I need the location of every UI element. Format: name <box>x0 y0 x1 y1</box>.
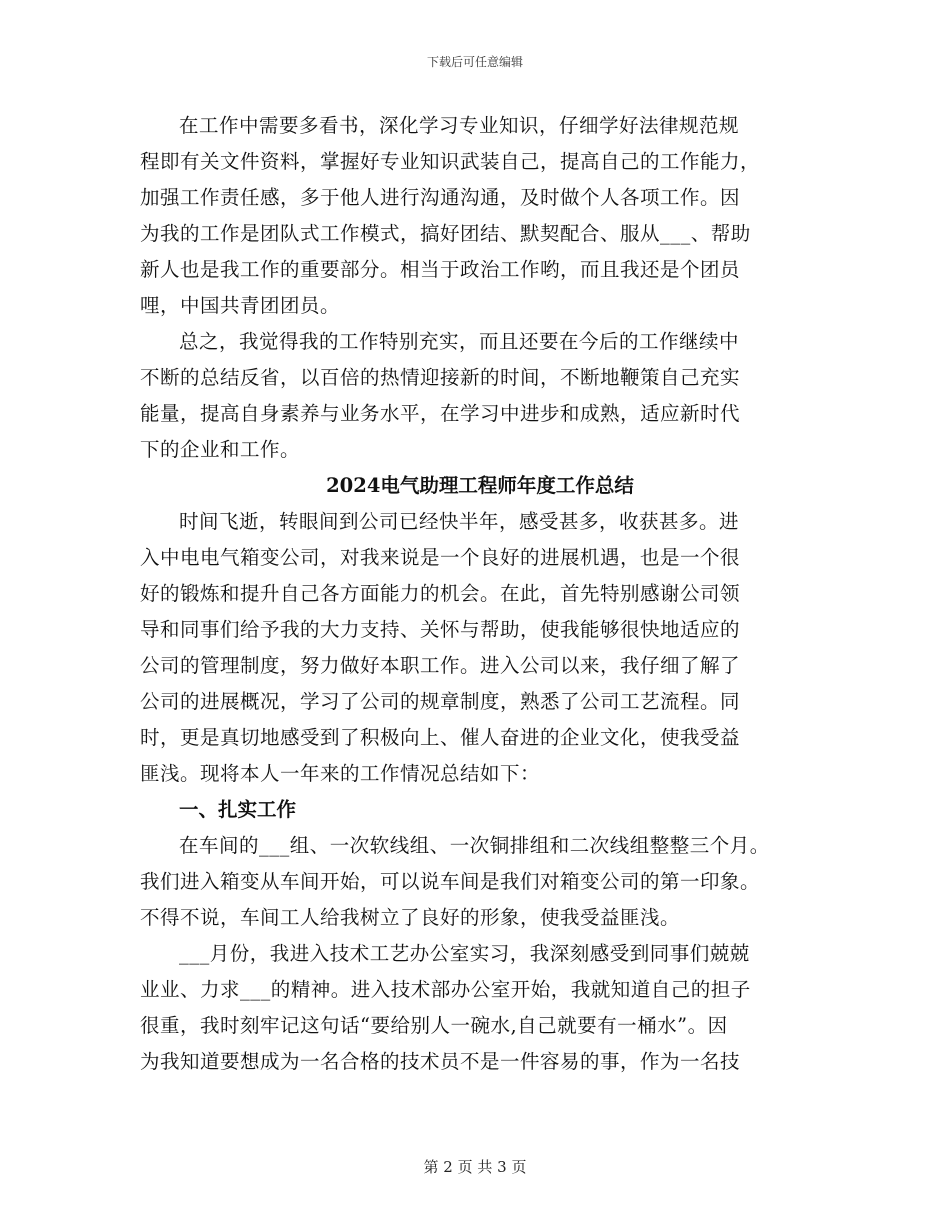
text-line: 导和同事们给予我的大力支持、关怀与帮助，使我能够很快地适应的 <box>140 618 741 641</box>
paragraph-intro <box>140 504 820 792</box>
text-line: 不得不说，车间工人给我树立了良好的形象，使我受益匪浅。 <box>140 906 681 929</box>
text-line: 下的企业和工作。 <box>140 438 301 461</box>
text-line: 为我的工作是团队式工作模式，搞好团结、默契配合、服从___、帮助 <box>140 222 751 245</box>
document-title: 2024电气助理工程师年度工作总结 <box>326 474 634 497</box>
text-line: 公司的进展概况，学习了公司的规章制度，熟悉了公司工艺流程。同 <box>140 690 741 713</box>
section-heading: 一、扎实工作 <box>179 798 297 821</box>
text-line: 加强工作责任感，多于他人进行沟通沟通，及时做个人各项工作。因 <box>140 186 741 209</box>
text-line: 匪浅。现将本人一年来的工作情况总结如下： <box>140 762 541 785</box>
text-line: 很重，我时刻牢记这句话“要给别人一碗水,自己就要有一桶水”。因 <box>140 1014 728 1037</box>
text-line: 时间飞逝，转眼间到公司已经快半年，感受甚多，收获甚多。进 <box>179 510 740 533</box>
text-line: 程即有关文件资料，掌握好专业知识武装自己，提高自己的工作能力， <box>140 150 761 173</box>
text-line: 总之，我觉得我的工作特别充实，而且还要在今后的工作继续中 <box>179 330 740 353</box>
text-line: 哩，中国共青团团员。 <box>140 294 341 317</box>
paragraph-work-study <box>140 108 820 324</box>
page-number: 第 2 页 共 3 页 <box>423 1158 527 1176</box>
text-line: 公司的管理制度，努力做好本职工作。进入公司以来，我仔细了解了 <box>140 654 741 677</box>
text-line: 能量，提高自身素养与业务水平，在学习中进步和成熟，适应新时代 <box>140 402 741 425</box>
text-line: 不断的总结反省，以百倍的热情迎接新的时间，不断地鞭策自己充实 <box>140 366 741 389</box>
text-line: 在车间的___组、一次软线组、一次铜排组和二次线组整整三个月。 <box>179 834 770 857</box>
text-line: 在工作中需要多看书，深化学习专业知识，仔细学好法律规范规 <box>179 114 740 137</box>
paragraph-workshop <box>140 828 820 936</box>
text-line: 入中电电气箱变公司，对我来说是一个良好的进展机遇，也是一个很 <box>140 546 741 569</box>
text-line: 业业、力求___的精神。进入技术部办公室开始，我就知道自己的担子 <box>140 978 751 1001</box>
document-body <box>140 108 820 1080</box>
text-line: 好的锻炼和提升自己各方面能力的机会。在此，首先特别感谢公司领 <box>140 582 741 605</box>
text-line: 为我知道要想成为一名合格的技术员不是一件容易的事，作为一名技 <box>140 1050 741 1073</box>
text-line: 我们进入箱变从车间开始，可以说车间是我们对箱变公司的第一印象。 <box>140 870 761 893</box>
paragraph-conclusion <box>140 324 820 468</box>
text-line: ___月份，我进入技术工艺办公室实习，我深刻感受到同事们兢兢 <box>179 942 750 965</box>
text-line: 时，更是真切地感受到了积极向上、催人奋进的企业文化，使我受益 <box>140 726 741 749</box>
paragraph-tech-office <box>140 936 820 1080</box>
text-line: 新人也是我工作的重要部分。相当于政治工作哟，而且我还是个团员 <box>140 258 741 281</box>
page-header-note: 下载后可任意编辑 <box>426 55 523 69</box>
